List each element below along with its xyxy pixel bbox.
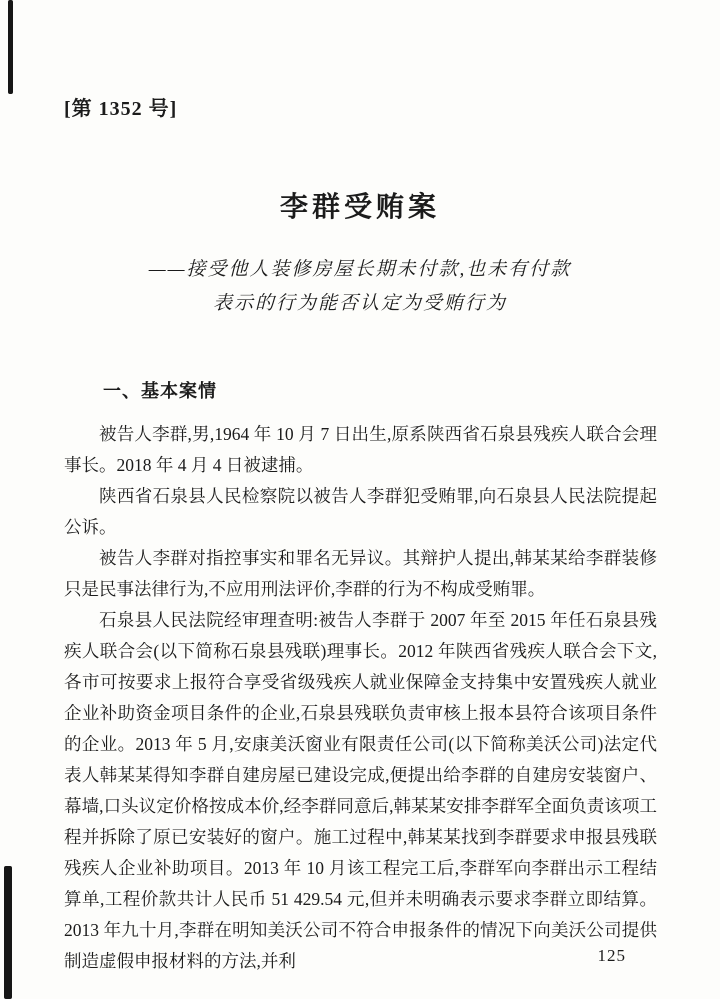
paragraph-defendant-info: 被告人李群,男,1964 年 10 月 7 日出生,原系陕西省石泉县残疾人联合会理事长。2018 年 4 月 4 日被逮捕。 — [64, 424, 657, 475]
case-subtitle — [0, 253, 720, 321]
case-number: [第 1352 号] — [64, 98, 178, 120]
scan-artifact-bottom-left — [4, 866, 12, 999]
page-number: 125 — [597, 946, 626, 965]
paragraph-prosecution: 陕西省石泉县人民检察院以被告人李群犯受贿罪,向石泉县人民法院提起公诉。 — [64, 486, 657, 537]
page-title: 李群受贿案 — [279, 192, 440, 223]
case-subtitle-line1: ——接受他人装修房屋长期未付款,也未有付款 — [148, 259, 572, 280]
paragraph-defense-opinion: 被告人李群对指控事实和罪名无异议。其辩护人提出,韩某某给李群装修只是民事法律行为,不应用刑法评价,李群的行为不构成受贿罪。 — [64, 548, 657, 599]
scan-artifact-top-left — [8, 0, 13, 94]
section-heading-basic-facts: 一、基本案情 — [103, 381, 217, 401]
paragraph-court-findings: 石泉县人民法院经审理查明:被告人李群于 2007 年至 2015 年任石泉县残疾人联合会(以下简称石泉县残联)理事长。2012 年陕西省残疾人联合会下文,各市可按要求上报符合享受省级残疾人就业保障金支持集中安置残疾人就业企业补助资金项目条件的企业,石泉县残联负责审核上报本县符合该项目条件的企业。2013 年 5 月,安康美沃窗业有限责任公司(以下简称美沃公司)法定代表人韩某某得知李群自建房屋已建设完成,便提出给李群的自建房安装窗户、幕墙,口头议定价格按成本价,经李群同意后,韩某某安排李群军全面负责该项工程并拆除了原已安装好的窗户。施工过程中,韩某某找到李群要求申报县残联残疾人企业补助项目。2013 年 10 月该工程完工后,李群军向李群出示工程结算单,工程价款共计人民币 51 429.54 元,但并未明确表示要求李群立即结算。2013 年九十月,李群在明知美沃公司不符合申报条件的情况下向美沃公司提供制造虚假申报材料的方法,并利 — [64, 610, 657, 971]
case-subtitle-line2: 表示的行为能否认定为受贿行为 — [212, 293, 507, 314]
body-text — [64, 419, 657, 977]
